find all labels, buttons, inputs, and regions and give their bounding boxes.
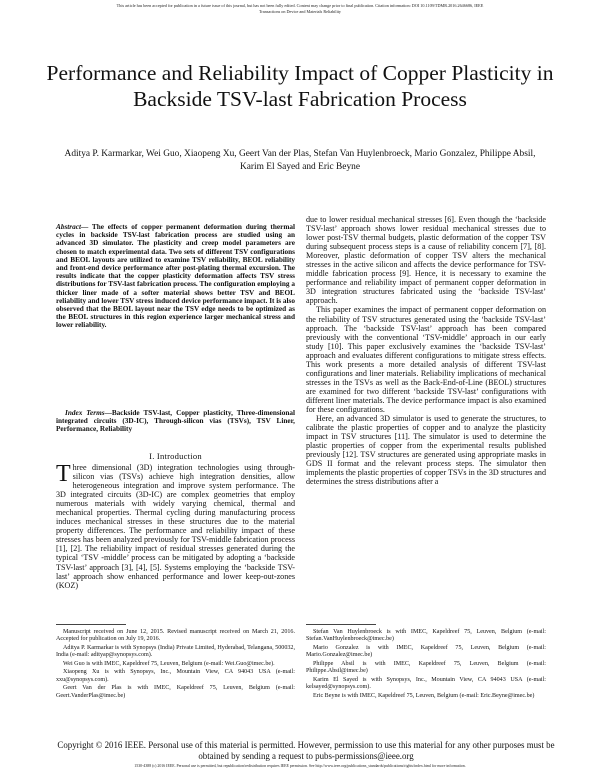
abstract-label: Abstract [56,223,81,231]
right-column-text [306,215,546,486]
footnote-rule [56,624,126,625]
abstract-text: — The effects of copper permanent deformation during thermal cycles in backside TSV-last fabrication process are studied using an advanced 3D simulator. The plasticity and creep model parameters are chosen to match experimental data. Two sets of different TSV configurations and BEOL layouts are utilized to examine TSV reliability, BEOL reliability and front-end device performance after post-plating thermal excursion. The results indicate that the copper plasticity deformation affects TSV stress distributions for TSV-last fabrication process. The configuration employing a thicker liner made of a softer material shows better TSV and BEOL reliability and lower TSV stress induced device performance impact. It is also observed that the BEOL layout near the TSV edge needs to be optimized as the BEOL structures in this region experience larger mechanical stress and lower reliability. [56,223,295,330]
paragraph: Here, an advanced 3D simulator is used to generate the structures, to calibrate the plastic properties of copper and to analyze the plasticity impact in TSV structures [11]. The simulator is used to determine the plastic properties of copper from the experimental results published previously [12]. TSV structures are generated using appropriate masks in GDS II format and the relevant process steps. The simulator then implements the plastic properties of copper TSVs in the 3D structures and determines the stress distributions after a [306,414,546,487]
footnote: Aditya P. Karmarkar is with Synopsys (India) Private Limited, Hyderabad, Telangana, 500032, India (e-mail: adityap@synopsys.com). [56,644,295,659]
drop-cap: T [56,461,71,487]
section-heading-introduction: I. Introduction [149,451,202,461]
copyright-notice: Copyright © 2016 IEEE. Personal use of this material is permitted. However, permission to use this material for any other purposes must be obtained by sending a request to pubs-permissions@ieee.org [57,740,555,761]
paper-title: Performance and Reliability Impact of Copper Plasticity in Backside TSV-last Fabrication Process [46,61,554,111]
footnote: Manuscript received on June 12, 2015. Revised manuscript received on March 21, 2016. Accepted for publication on July 19, 2016. [56,629,295,643]
paragraph: due to lower residual mechanical stresses [6]. Even though the ‘backside TSV-last’ approach shows lower residual mechanical stresses due to lower post-TSV thermal budgets, plastic deformation of the copper TSV during subsequent process steps is a cause of reliability concern [7], [8]. Moreover, plastic deformation of copper TSV alters the mechanical stresses in the active silicon and affects the device performance for TSV-middle fabrication process [9]. Hence, it is necessary to examine the performance and reliability impact of permanent copper deformation in 3D integration structures fabricated using the ‘backside TSV-last’ approach. [306,215,546,306]
footnotes-right [306,629,546,701]
index-terms [56,409,295,434]
footnote: Geert Van der Plas is with IMEC, Kapeldreef 75, Leuven, Belgium (e-mail: Geert.VanderPlas@imec.be) [56,685,295,699]
footnote: Eric Beyne is with IMEC, Kapeldreef 75, Leuven, Belgium (e-mail: Eric.Beyne@imec.be) [313,692,535,699]
footnote: Karim El Sayed is with Synopsys, Inc., Mountain View, CA 94043 USA (e-mail: kelsayed@synopsys.com). [306,676,546,690]
index-terms-text: —Backside TSV-last, Copper plasticity, Three-dimensional integrated circuits (3D-IC), Through-silicon vias (TSVs), TSV Liner, Performance, Reliability [56,409,295,434]
running-header-line2: Transactions on Device and Materials Reliability [258,9,342,14]
abstract [56,223,295,330]
running-header-line1: This article has been accepted for publication in a future issue of this journal, but has not been fully edited. Content may change prior to final publication. Citation information: DOI 10.1109/TDMR.2016.2646686, IEEE [116,3,484,8]
footnotes-left [56,629,295,701]
introduction-text [56,463,295,590]
footnote: Stefan Van Huylenbroeck is with IMEC, Kapeldreef 75, Leuven, Belgium (e-mail: Stefan.VanHuylenbroeck@imec.be) [306,629,546,643]
index-terms-label: Index Terms [65,409,105,417]
paragraph: This paper examines the impact of permanent copper deformation on the reliability of TSV structures generated using the ‘backside TSV-last’ approach. The ‘backside TSV-last’ approach has been compared previously with the conventional ‘TSV-middle’ approach in our early study [10]. This paper exclusively examines the ‘backside TSV-last’ approach and evaluates different configurations to mitigate stress effects. This work presents a more detailed analysis of different TSV-last configurations and liner materials. Reliability implications of mechanical stresses in the TSVs as well as the Back-End-of-Line (BEOL) structures are examined for two different ‘backside TSV-last’ configurations with different liner materials. The device performance impact is also examined for these configurations. [306,305,546,414]
footnote: Xiaopeng Xu is with Synopsys, Inc., Mountain View, CA 94043 USA (e-mail: xxu@synopsys.com). [56,669,295,683]
footnote-rule [306,624,376,625]
footnote: Mario Gonzalez is with IMEC, Kapeldreef 75, Leuven, Belgium (e-mail: Mario.Gonzalez@imec.be) [306,644,546,659]
footnote: Wei Guo is with IMEC, Kapeldreef 75, Leuven, Belgium (e-mail: Wei.Guo@imec.be). [63,660,275,667]
author-list: Aditya P. Karmarkar, Wei Guo, Xiaopeng Xu, Geert Van der Plas, Stefan Van Huylenbroeck, Mario Gonzalez, Philippe Absil, Karim El Sayed and Eric Beyne [64,149,536,172]
page-footer: 1530-4388 (c) 2016 IEEE. Personal use is permitted, but republication/redistribution requires IEEE permission. See http://www.ieee.org/publications_standards/publications/rights/index.html for more information. [134,764,466,768]
intro-paragraph: hree dimensional (3D) integration technologies using through-silicon vias (TSVs) achieve high integration densities, allow heterogeneous integration and improve system performance. The 3D integrated circuits (3D-IC) are complex geometries that employ numerous materials with widely varying chemical, thermal and mechanical properties. Thermal cycling during manufacturing process induces mechanical stresses in these structures due to the material property differences. The performance and reliability impact of these stresses has been analyzed previously for TSV-middle fabrication process [1], [2]. The reliability impact of residual stresses generated during the typical ‘TSV -middle’ process can be mitigated by adopting a ‘backside TSV-last’ approach [3], [4], [5]. Systems employing the ‘backside TSV-last’ approach show enhanced performance and lower keep-out-zones (KOZ) [56,463,295,590]
footnote: Philippe Absil is with IMEC, Kapeldreef 75, Leuven, Belgium (e-mail: Philippe.Absil@imec.be) [306,660,546,675]
